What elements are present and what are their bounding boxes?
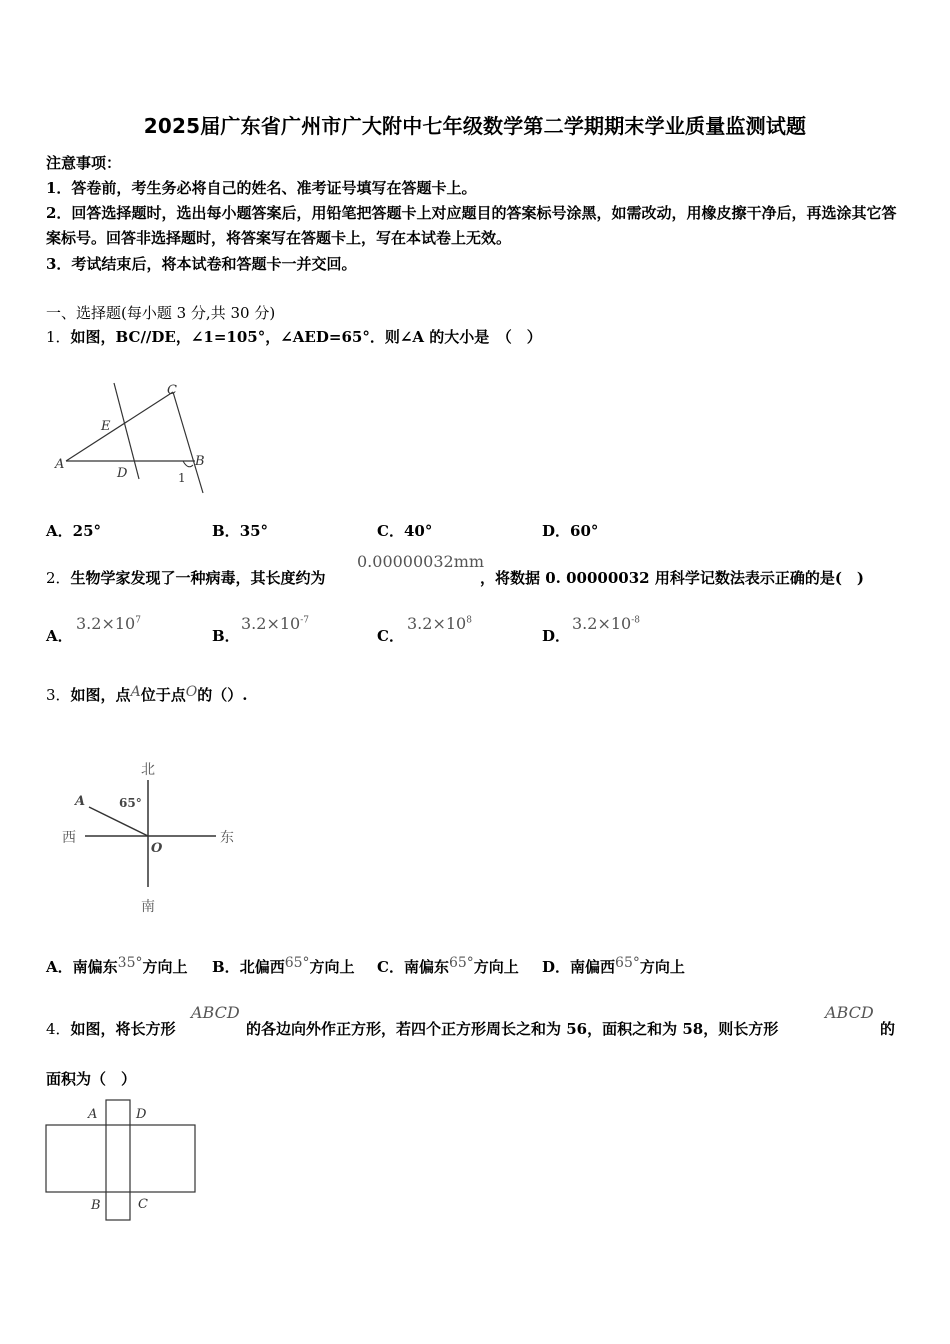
question-2	[46, 567, 326, 588]
q1-option-a: A．25°	[46, 522, 102, 540]
rect-name-1: ABCD	[191, 1003, 240, 1022]
label-south: 南	[141, 899, 155, 915]
q1-option-d: D．60°	[542, 522, 599, 540]
label-C: C	[138, 1197, 148, 1212]
label-north: 北	[141, 762, 155, 778]
label-B: B	[195, 454, 205, 469]
question-4-text-c: 的	[880, 1020, 896, 1038]
question-text: 如图，BC//DE，∠1=105°，∠AED=65°．则∠A 的大小是 （ ）	[70, 328, 542, 346]
label-C: C	[167, 383, 177, 398]
page-title: 2025届广东省广州市广大附中七年级数学第二学期期末学业质量监测试题	[143, 114, 807, 138]
question-4: 4．如图，将长方形	[46, 1020, 176, 1038]
notice-heading: 注意事项：	[46, 154, 122, 172]
q3-option-c: C．南偏东65°方向上	[377, 955, 519, 976]
label-D: D	[136, 1107, 147, 1122]
question-number: 2．	[46, 569, 71, 587]
point-a-symbol: A	[130, 684, 141, 700]
q3-option-b: B．北偏西65°方向上	[212, 955, 355, 976]
question-number: 4．	[46, 1020, 71, 1038]
label-A: A	[88, 1107, 98, 1122]
label-point-o: O	[151, 841, 163, 856]
q2-option-a: A． $3.2\times 10^7$	[46, 614, 141, 645]
label-west: 西	[62, 830, 76, 846]
label-A: A	[55, 457, 65, 472]
q3-option-a: A．南偏东35°方向上	[46, 955, 188, 976]
q1-option-b: B．35°	[212, 522, 269, 540]
figure-triangle	[50, 375, 220, 500]
point-o-symbol: O	[185, 684, 198, 700]
label-angle-1: 1	[178, 471, 186, 485]
label-point-a: A	[75, 794, 86, 809]
question-4-text-b: 的各边向外作正方形，若四个正方形周长之和为 56，面积之和为 58，则长方形	[246, 1020, 779, 1038]
label-angle-65: 65°	[119, 796, 142, 810]
rect-name-2: ABCD	[825, 1003, 874, 1022]
notice-item-2: 2．回答选择题时，选出每小题答案后，用铅笔把答题卡上对应题目的答案标号涂黑，如需改动，用橡皮擦干净后，再选涂其它答案标号。回答非选择题时，将答案写在答题卡上，写在本试卷上无效。	[46, 204, 897, 247]
label-east: 东	[220, 830, 234, 846]
q2-option-b: B． $3.2\times 10^{-7}$	[212, 614, 309, 645]
question-4-line2: 面积为（ ）	[46, 1070, 137, 1088]
q2-formula: 0.00000032mm	[357, 552, 485, 571]
question-text-after: ，将数据 0. 00000032 用科学记数法表示正确的是( )	[480, 569, 865, 587]
question-number: 1．	[46, 328, 71, 346]
question-number: 3．	[46, 686, 71, 704]
label-E: E	[101, 419, 111, 434]
notice-item-1: 1．答卷前，考生务必将自己的姓名、准考证号填写在答题卡上。	[46, 179, 477, 197]
section-heading: 一、选择题(每小题 3 分,共 30 分)	[46, 304, 276, 322]
figure-rectangle-squares	[40, 1096, 205, 1226]
q3-option-d: D．南偏西65°方向上	[542, 955, 685, 976]
label-D: D	[117, 466, 128, 481]
q1-option-c: C．40°	[377, 522, 433, 540]
question-3: 3．如图，点A位于点O的（）.	[46, 684, 248, 704]
q2-option-c: C． $3.2\times 10^8$	[377, 614, 472, 645]
figure-compass	[55, 755, 255, 920]
question-1	[46, 326, 542, 347]
notice-item-3: 3．考试结束后，将本试卷和答题卡一并交回。	[46, 255, 357, 273]
question-text-before: 生物学家发现了一种病毒，其长度约为	[70, 569, 326, 587]
label-B: B	[91, 1198, 101, 1213]
q2-option-d: D． $3.2\times 10^{-8}$	[542, 614, 640, 645]
